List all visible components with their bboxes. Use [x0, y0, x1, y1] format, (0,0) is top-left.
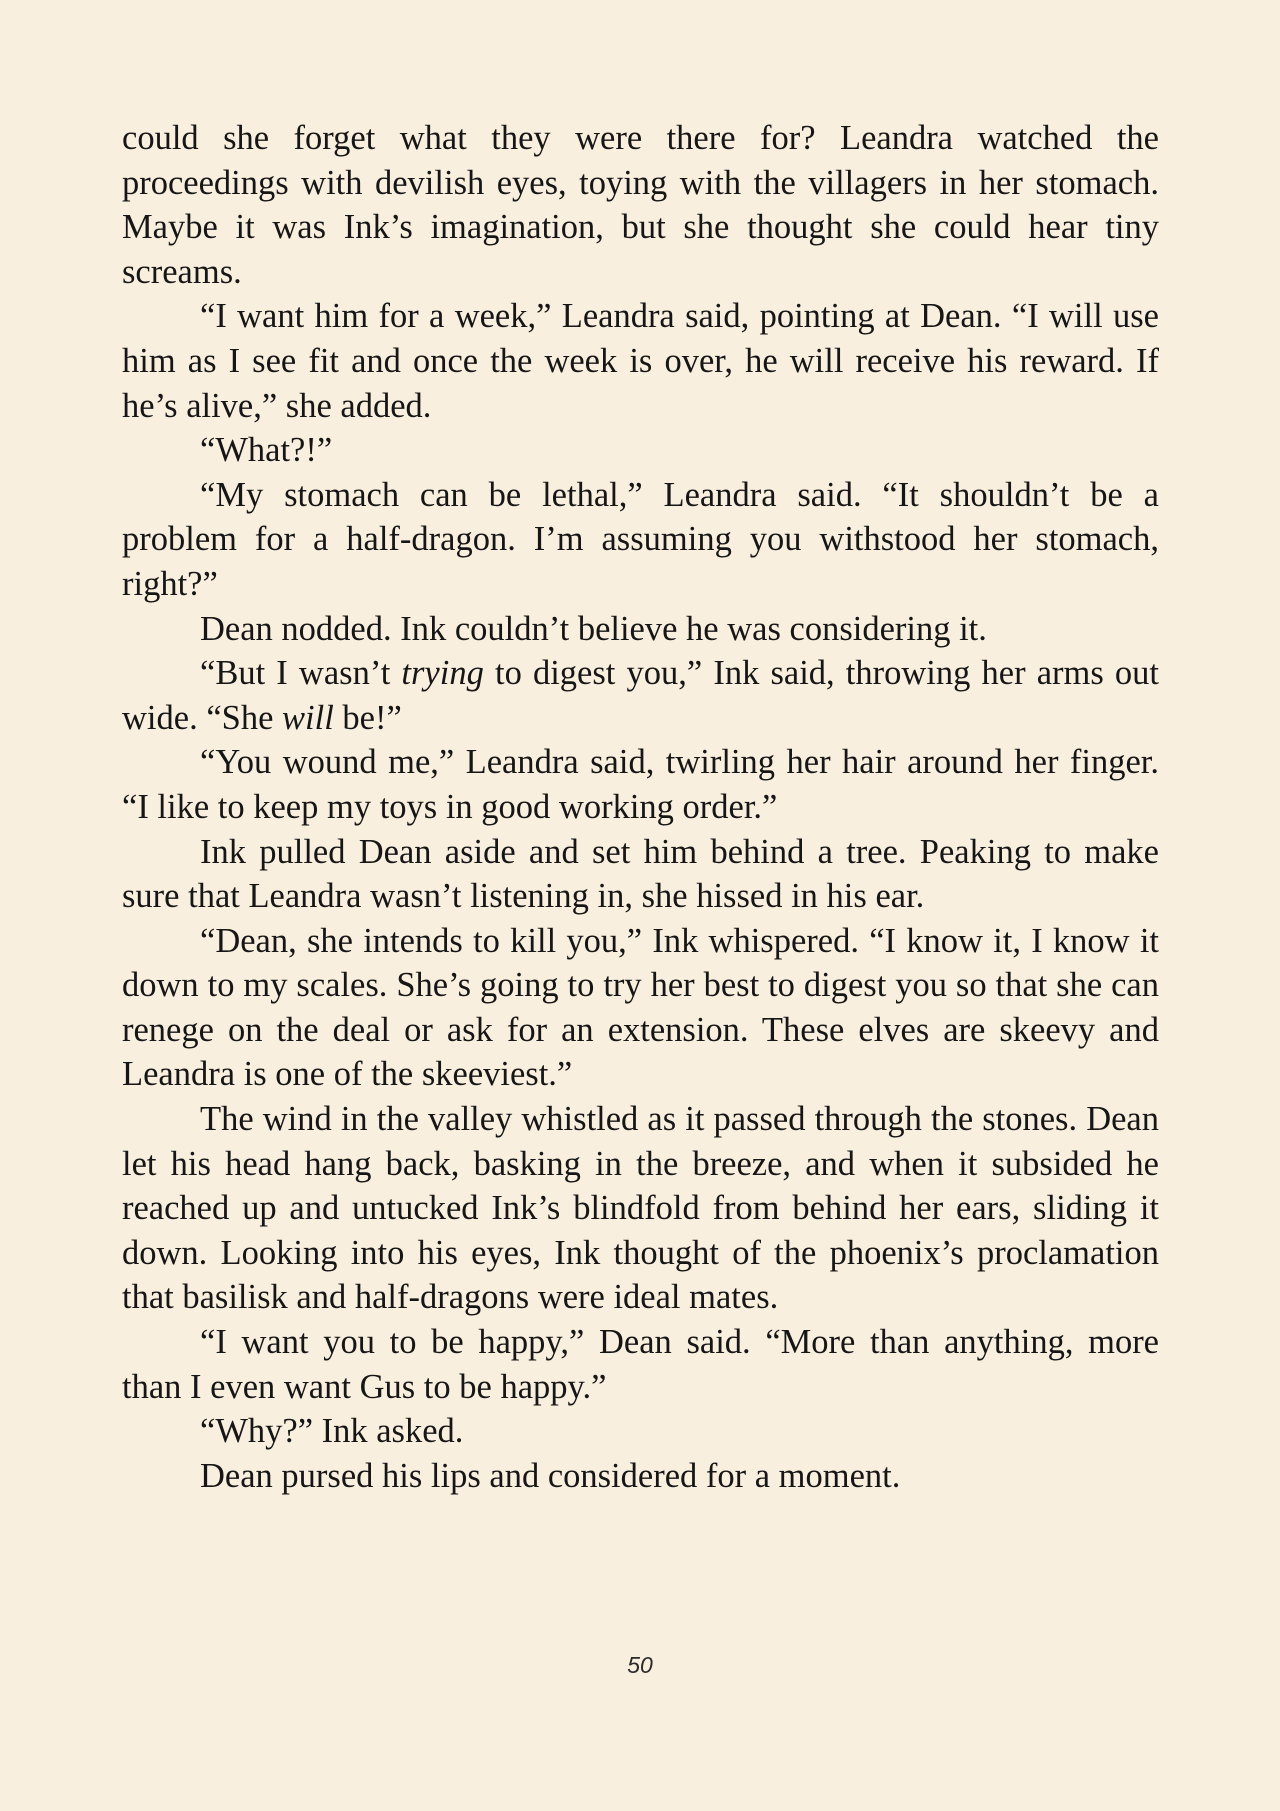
text-segment: “Dean, she intends to kill you,” Ink whispered. “I know it, I know it down to my scales. She’s going to try her best to digest you so that she can renege on the deal or ask for an extension. These elves are skeevy and Leandra is one of the skeeviest.” [122, 921, 1159, 1094]
paragraph [122, 651, 1159, 740]
paragraph [122, 1409, 1159, 1454]
text-segment: be!” [333, 698, 402, 737]
paragraph [122, 740, 1159, 829]
text-segment: could she forget what they were there for? Leandra watched the proceedings with devilish eyes, toying with the villagers in her stomach. Maybe it was Ink’s imagination, but she thought she could hear tiny screams. [122, 119, 1159, 291]
text-segment: “My stomach can be lethal,” Leandra said. “It shouldn’t be a problem for a half-dragon. I’m assuming you withstood her stomach, right?” [122, 475, 1159, 603]
paragraph [122, 116, 1159, 294]
text-segment: Ink pulled Dean aside and set him behind a tree. Peaking to make sure that Leandra wasn’t listening in, she hissed in his ear. [122, 832, 1159, 916]
text-segment: “But I wasn’t [200, 654, 402, 693]
paragraph [122, 428, 1159, 473]
paragraph [122, 607, 1159, 652]
italic-text: trying [401, 654, 484, 693]
text-segment: Dean nodded. Ink couldn’t believe he was considering it. [200, 609, 987, 648]
paragraph [122, 830, 1159, 919]
paragraph [122, 919, 1159, 1097]
body-text [122, 116, 1159, 1498]
paragraph [122, 1454, 1159, 1499]
text-segment: Dean pursed his lips and considered for a moment. [200, 1456, 901, 1495]
text-segment: “What?!” [200, 431, 333, 470]
paragraph [122, 473, 1159, 607]
paragraph [122, 1320, 1159, 1409]
text-segment: “I want him for a week,” Leandra said, pointing at Dean. “I will use him as I see fit and once the week is over, he will receive his reward. If he’s alive,” she added. [122, 297, 1159, 425]
paragraph [122, 294, 1159, 428]
text-segment: The wind in the valley whistled as it passed through the stones. Dean let his head hang back, basking in the breeze, and when it subsided he reached up and untucked Ink’s blindfold from behind her ears, sliding it down. Looking into his eyes, Ink thought of the phoenix’s proclamation that basilisk and half-dragons were ideal mates. [122, 1100, 1159, 1317]
text-segment: to digest you,” Ink said, throwing her arms out wide. “She [122, 654, 1159, 737]
text-segment: “I want you to be happy,” Dean said. “More than anything, more than I even want Gus to be happy.” [122, 1323, 1159, 1406]
text-segment: “Why?” Ink asked. [200, 1412, 464, 1451]
page-number: 50 [627, 1652, 653, 1678]
italic-text: will [282, 698, 334, 737]
paragraph [122, 1097, 1159, 1320]
text-segment: “You wound me,” Leandra said, twirling her hair around her finger. “I like to keep my toys in good working order.” [122, 743, 1159, 826]
